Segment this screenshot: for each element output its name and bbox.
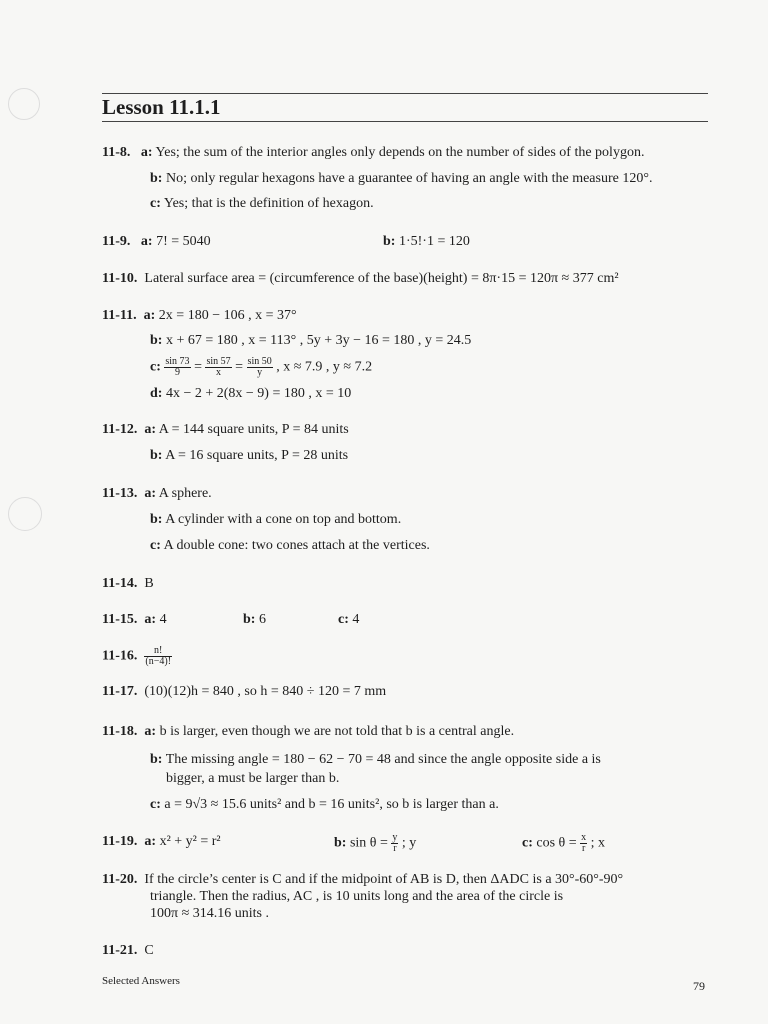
fraction-denominator: y: [257, 367, 263, 378]
problem-number: 11-10.: [102, 271, 138, 286]
part-label: b:: [150, 512, 163, 527]
answer-text: x + 67 = 180 , x = 113° , 5y + 3y − 16 = 180 , y = 24.5: [165, 333, 472, 348]
answer-text: 2x = 180 − 106 , x = 37°: [158, 308, 297, 323]
problem-11-8-a: [102, 144, 644, 161]
answer-text: Lateral surface area = (circumference of the base)(height) = 8π·15 = 120π ≈ 377 cm²: [144, 271, 619, 286]
fraction-denominator: r: [581, 843, 586, 854]
problem-number: 11-15.: [102, 612, 138, 627]
answer-text: bigger, a must be larger than b.: [166, 771, 340, 786]
problem-11-12-b: [150, 447, 348, 464]
answer-text: 7! = 5040: [156, 234, 211, 249]
part-label: b:: [150, 333, 163, 348]
problem-11-15-b: [243, 611, 266, 628]
problem-11-16: [102, 646, 172, 667]
lesson-title: Lesson 11.1.1: [102, 95, 221, 119]
header-rule-bottom: [102, 121, 708, 122]
answer-text: 6: [258, 612, 266, 627]
answer-text: sin θ =: [349, 835, 388, 851]
problem-11-19-a: [102, 833, 221, 850]
answer-text: C: [144, 943, 154, 958]
problem-number: 11-21.: [102, 943, 138, 958]
answer-text: (10)(12)h = 840 , so h = 840 ÷ 120 = 7 mm: [144, 684, 387, 699]
part-label: a:: [140, 234, 153, 249]
problem-number: 11-18.: [102, 724, 138, 739]
footer-page-number: 79: [693, 979, 705, 993]
problem-11-8-b: [150, 170, 652, 187]
scan-artifact: [8, 88, 40, 120]
answer-text: a = 9√3 ≈ 15.6 units² and b = 16 units², so b is larger than a.: [164, 797, 499, 812]
part-label: c:: [150, 359, 161, 375]
fraction: [164, 357, 190, 378]
problem-number: 11-19.: [102, 834, 138, 849]
part-label: a:: [140, 145, 153, 160]
problem-11-15-c: [338, 611, 359, 628]
problem-11-18-b-cont: [166, 770, 339, 787]
problem-number: 11-20.: [102, 872, 138, 887]
problem-11-20-l2: [150, 888, 563, 905]
answer-text: ; y: [401, 835, 417, 851]
fraction-denominator: x: [216, 367, 222, 378]
fraction-denominator: (n−4)!: [145, 656, 172, 667]
answer-text: B: [144, 576, 154, 591]
problem-number: 11-17.: [102, 684, 138, 699]
problem-11-20-l3: [150, 905, 269, 922]
problem-number: 11-13.: [102, 486, 138, 501]
fraction-numerator: n!: [144, 646, 172, 657]
fraction-numerator: sin 50: [247, 356, 272, 367]
part-label: b:: [150, 448, 163, 463]
answer-text: No; only regular hexagons have a guarantee of having an angle with the measure 120°.: [165, 171, 653, 186]
problem-11-18-c: [150, 796, 499, 813]
answer-text: 4: [352, 612, 360, 627]
problem-11-13-b: [150, 511, 401, 528]
fraction: [205, 357, 231, 378]
problem-11-15-a: [102, 611, 167, 628]
fraction: [391, 833, 398, 854]
problem-number: 11-9.: [102, 234, 131, 249]
answer-text: A = 144 square units, P = 84 units: [158, 422, 349, 437]
part-label: a:: [144, 486, 157, 501]
problem-11-10: [102, 270, 619, 287]
answer-text: 100π ≈ 314.16 units .: [150, 906, 269, 921]
part-label: a:: [144, 724, 157, 739]
answer-text: A sphere.: [158, 486, 212, 501]
problem-11-18-a: [102, 723, 514, 740]
answer-text: A cylinder with a cone on top and bottom.: [165, 512, 402, 527]
part-label: a:: [144, 834, 157, 849]
fraction-numerator: sin 57: [206, 356, 231, 367]
answer-text: x² + y² = r²: [159, 834, 221, 849]
answer-text: If the circle’s center is C and if the midpoint of AB is D, then ΔADC is a 30°-60°-90°: [144, 872, 624, 887]
problem-11-11-a: [102, 307, 297, 324]
problem-11-19-b: [334, 833, 416, 854]
answer-text: 4x − 2 + 2(8x − 9) = 180 , x = 10: [165, 386, 352, 401]
problem-11-12-a: [102, 421, 349, 438]
part-label: c:: [150, 196, 161, 211]
part-label: c:: [338, 612, 349, 627]
answer-text: b is larger, even though we are not told that b is a central angle.: [159, 724, 515, 739]
part-label: d:: [150, 386, 163, 401]
fraction: [580, 833, 587, 854]
problem-11-13-a: [102, 485, 212, 502]
problem-number: 11-8.: [102, 145, 131, 160]
problem-11-21: [102, 942, 154, 959]
part-label: a:: [144, 422, 157, 437]
problem-11-11-c: c: $\frac{\sin 73}{9}$ = $\frac{\sin 57}{x}$ = $\frac{\sin 50}{y}$ , x ≈ 7.9 , y ≈ 7.2: [150, 356, 373, 378]
answer-text: cos θ =: [536, 835, 577, 851]
problem-11-8-c: [150, 195, 374, 212]
part-label: c:: [150, 538, 161, 553]
answer-text: triangle. Then the radius, AC , is 10 units long and the area of the circle is: [150, 889, 564, 904]
fraction-numerator: y: [392, 832, 398, 843]
answer-text: 4: [159, 612, 167, 627]
footer-section-name: Selected Answers: [102, 975, 180, 987]
part-label: b:: [243, 612, 256, 627]
fraction-numerator: x: [581, 832, 587, 843]
problem-11-20-l1: [102, 871, 623, 888]
answer-text: 1·5!·1 = 120: [398, 234, 470, 249]
problem-11-18-b: [150, 751, 601, 768]
fraction: [247, 357, 273, 378]
part-label: c:: [522, 835, 533, 851]
problem-number: 11-11.: [102, 308, 137, 323]
part-label: c:: [150, 797, 161, 812]
part-label: b:: [334, 835, 347, 851]
problem-11-13-c: [150, 537, 430, 554]
answer-text: A double cone: two cones attach at the vertices.: [163, 538, 430, 553]
answer-text: The missing angle = 180 − 62 − 70 = 48 and since the angle opposite side a is: [165, 752, 601, 767]
problem-11-9-a: [102, 233, 211, 250]
answer-text: , x ≈ 7.9 , y ≈ 7.2: [276, 359, 373, 375]
problem-number: 11-16.: [102, 648, 138, 664]
problem-number: 11-14.: [102, 576, 138, 591]
answer-text: A = 16 square units, P = 28 units: [165, 448, 349, 463]
part-label: b:: [150, 171, 163, 186]
fraction: [144, 646, 172, 667]
part-label: b:: [150, 752, 163, 767]
problem-number: 11-12.: [102, 422, 138, 437]
problem-11-17: [102, 683, 386, 700]
problem-11-11-b: [150, 332, 471, 349]
problem-11-14: [102, 575, 154, 592]
fraction-denominator: 9: [174, 367, 180, 378]
problem-11-11-d: [150, 385, 351, 402]
fraction-denominator: r: [393, 843, 397, 854]
part-label: a:: [144, 612, 157, 627]
answer-text: Yes; the sum of the interior angles only depends on the number of sides of the polygon.: [155, 145, 645, 160]
problem-11-19-c: [522, 833, 605, 854]
fraction-numerator: sin 73: [165, 356, 190, 367]
scan-artifact: [8, 497, 42, 531]
part-label: b:: [383, 234, 396, 249]
answer-text: ; x: [590, 835, 606, 851]
answer-text: Yes; that is the definition of hexagon.: [163, 196, 374, 211]
part-label: a:: [143, 308, 156, 323]
problem-11-9-b: [383, 233, 470, 250]
